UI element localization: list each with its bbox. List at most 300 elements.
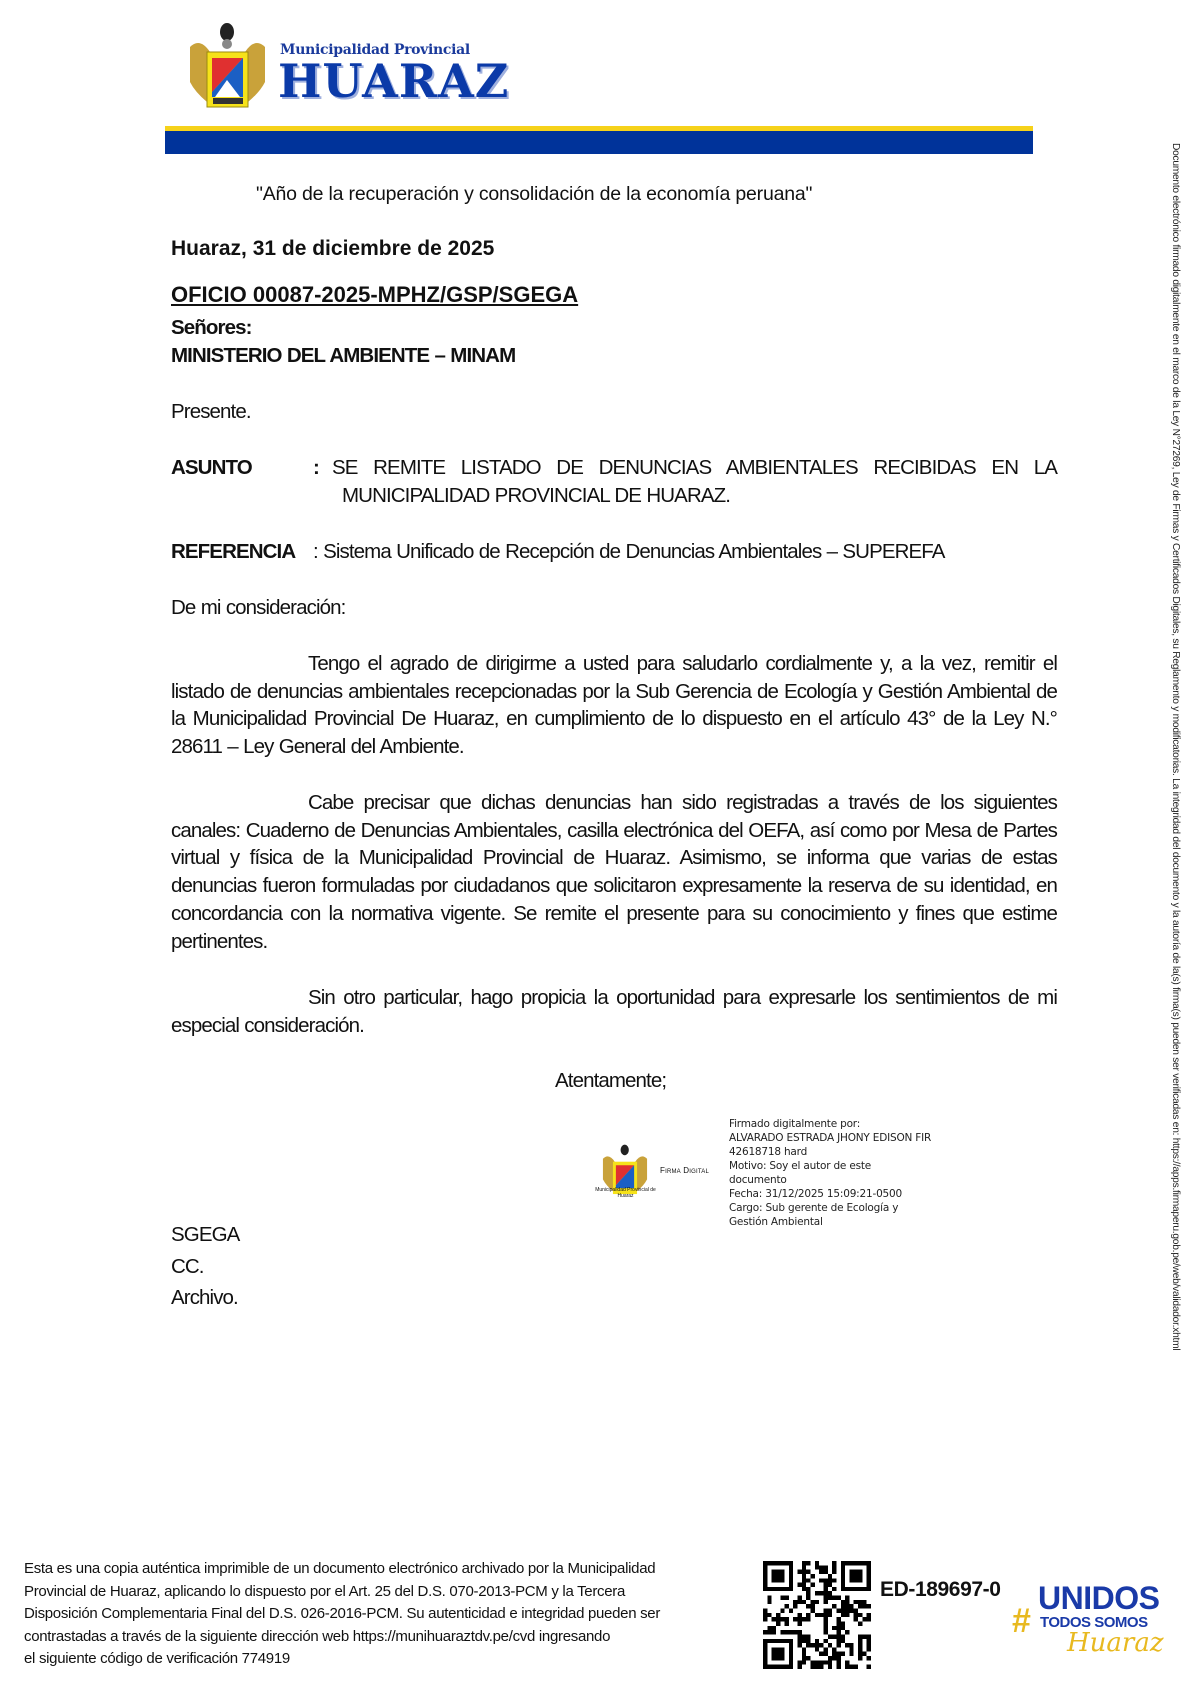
qr-module (849, 1652, 853, 1656)
qr-module (815, 1647, 819, 1651)
qr-module (776, 1574, 780, 1578)
qr-module (858, 1587, 862, 1591)
signature-line: Cargo: Sub gerente de Ecología y (729, 1202, 899, 1214)
presente: Presente. (171, 400, 251, 423)
qr-module (780, 1652, 784, 1656)
qr-module (780, 1587, 784, 1591)
qr-module (832, 1634, 836, 1638)
qr-module (767, 1596, 771, 1600)
campaign-line-2: TODOS SOMOS (1040, 1614, 1148, 1631)
qr-module (780, 1574, 784, 1578)
signature-details (729, 1117, 931, 1229)
qr-module (772, 1570, 776, 1574)
qr-module (849, 1587, 853, 1591)
qr-module (823, 1609, 827, 1613)
qr-module (772, 1617, 776, 1621)
qr-module (823, 1570, 827, 1574)
qr-module (828, 1660, 832, 1664)
authenticity-notice (24, 1558, 744, 1671)
qr-module (854, 1665, 858, 1669)
qr-module (776, 1617, 780, 1621)
qr-module (854, 1600, 858, 1604)
qr-module (845, 1643, 849, 1647)
qr-module (802, 1617, 806, 1621)
qr-module (823, 1565, 827, 1569)
qr-module (815, 1660, 819, 1664)
qr-module (780, 1570, 784, 1574)
qr-module (858, 1639, 862, 1643)
qr-module (849, 1665, 853, 1669)
qr-module (836, 1634, 840, 1638)
qr-module (772, 1626, 776, 1630)
qr-module (798, 1643, 802, 1647)
qr-module (862, 1587, 866, 1591)
qr-module (823, 1621, 827, 1625)
qr-module (802, 1634, 806, 1638)
qr-module (858, 1574, 862, 1578)
qr-module (823, 1596, 827, 1600)
qr-module (789, 1609, 793, 1613)
qr-module (867, 1639, 871, 1643)
qr-module (772, 1587, 776, 1591)
qr-module (823, 1600, 827, 1604)
qr-module (815, 1565, 819, 1569)
referencia-text: : Sistema Unificado de Recepción de Denuncias Ambientales – SUPEREFA (313, 540, 945, 563)
qr-module (862, 1561, 866, 1565)
qr-module (806, 1570, 810, 1574)
qr-module (854, 1609, 858, 1613)
signature-line: Motivo: Soy el autor de este (729, 1160, 872, 1172)
qr-module (789, 1587, 793, 1591)
qr-module (836, 1621, 840, 1625)
qr-module (867, 1634, 871, 1638)
qr-module (828, 1665, 832, 1669)
qr-module (845, 1587, 849, 1591)
qr-module (776, 1587, 780, 1591)
qr-module (849, 1570, 853, 1574)
qr-module (841, 1587, 845, 1591)
qr-module (785, 1561, 789, 1565)
qr-module (858, 1621, 862, 1625)
qr-module (802, 1578, 806, 1582)
qr-module (828, 1578, 832, 1582)
qr-module (767, 1639, 771, 1643)
qr-module (763, 1652, 767, 1656)
qr-module (802, 1574, 806, 1578)
greeting: De mi consideración: (171, 596, 346, 619)
qr-module (867, 1570, 871, 1574)
qr-module (841, 1652, 845, 1656)
qr-module (802, 1639, 806, 1643)
campaign-hash: # (1012, 1602, 1031, 1640)
qr-module (815, 1613, 819, 1617)
qr-module (819, 1565, 823, 1569)
signature-line: Firmado digitalmente por: (729, 1118, 861, 1130)
qr-module (841, 1613, 845, 1617)
qr-module (845, 1600, 849, 1604)
qr-module (780, 1656, 784, 1660)
qr-module (776, 1665, 780, 1669)
qr-module (854, 1574, 858, 1578)
qr-module (832, 1652, 836, 1656)
qr-module (811, 1665, 815, 1669)
qr-module (806, 1578, 810, 1582)
qr-module (785, 1665, 789, 1669)
qr-module (789, 1660, 793, 1664)
qr-module (819, 1643, 823, 1647)
qr-module (841, 1600, 845, 1604)
qr-module (767, 1561, 771, 1565)
qr-module (841, 1574, 845, 1578)
notice-line: contrastadas a través de la siguiente dirección web https://munihuaraztdv.pe/cvd ingresando (24, 1627, 611, 1645)
qr-module (802, 1570, 806, 1574)
qr-module (858, 1643, 862, 1647)
qr-module (836, 1626, 840, 1630)
signature-crest-caption: Municipalidad Provincial de Huaraz (595, 1187, 656, 1199)
qr-module (802, 1660, 806, 1664)
year-motto: "Año de la recuperación y consolidación de la economía peruana" (256, 183, 813, 205)
qr-module (836, 1630, 840, 1634)
qr-module (828, 1656, 832, 1660)
qr-module (772, 1574, 776, 1578)
qr-module (858, 1613, 862, 1617)
qr-module (819, 1652, 823, 1656)
qr-module (841, 1565, 845, 1569)
qr-module (845, 1596, 849, 1600)
qr-module (763, 1656, 767, 1660)
qr-module (858, 1634, 862, 1638)
qr-module (763, 1639, 767, 1643)
qr-module (798, 1600, 802, 1604)
closing: Atentamente; (555, 1069, 667, 1092)
qr-module (819, 1578, 823, 1582)
qr-module (798, 1617, 802, 1621)
qr-module (772, 1656, 776, 1660)
qr-module (832, 1604, 836, 1608)
qr-module (780, 1630, 784, 1634)
qr-module (780, 1639, 784, 1643)
qr-module (867, 1578, 871, 1582)
qr-module (772, 1639, 776, 1643)
qr-module (785, 1587, 789, 1591)
qr-module (845, 1660, 849, 1664)
qr-module (849, 1609, 853, 1613)
qr-module (854, 1617, 858, 1621)
qr-module (823, 1587, 827, 1591)
logo-title: HUARAZ (278, 54, 510, 108)
qr-module (823, 1660, 827, 1664)
qr-module (836, 1617, 840, 1621)
qr-module (849, 1604, 853, 1608)
distribution-list (171, 1219, 239, 1314)
qr-module (845, 1604, 849, 1608)
qr-module (819, 1660, 823, 1664)
qr-module (806, 1604, 810, 1608)
qr-module (785, 1630, 789, 1634)
qr-module (767, 1613, 771, 1617)
qr-module (858, 1570, 862, 1574)
qr-module (828, 1613, 832, 1617)
qr-module (823, 1626, 827, 1630)
qr-module (798, 1660, 802, 1664)
qr-module (823, 1613, 827, 1617)
qr-module (789, 1639, 793, 1643)
qr-module (832, 1565, 836, 1569)
qr-module (780, 1609, 784, 1613)
qr-module (841, 1639, 845, 1643)
qr-module (798, 1613, 802, 1617)
signature-line: ALVARADO ESTRADA JHONY EDISON FIR (729, 1132, 932, 1144)
qr-module (854, 1613, 858, 1617)
qr-module (836, 1596, 840, 1600)
qr-module (763, 1578, 767, 1582)
qr-module (793, 1604, 797, 1608)
document-number: OFICIO 00087-2025-MPHZ/GSP/SGEGA (171, 282, 579, 307)
qr-module (832, 1626, 836, 1630)
qr-module (802, 1583, 806, 1587)
qr-module (815, 1561, 819, 1565)
campaign-line-1: UNIDOS (1038, 1580, 1160, 1616)
qr-module (806, 1561, 810, 1565)
qr-module (828, 1609, 832, 1613)
qr-module (763, 1660, 767, 1664)
asunto-label: ASUNTO (171, 456, 252, 479)
qr-module (854, 1587, 858, 1591)
qr-module (819, 1570, 823, 1574)
qr-module (798, 1570, 802, 1574)
qr-module (836, 1652, 840, 1656)
qr-module (789, 1561, 793, 1565)
qr-module (828, 1591, 832, 1595)
qr-module (823, 1647, 827, 1651)
qr-module (772, 1578, 776, 1582)
paragraph-2: Cabe precisar que dichas denuncias han sido registradas a través de los siguientes canales: Cuaderno de Denuncias Ambientales, casilla electrónica del OEFA, así como por Mesa de Partes virtual y física de la Municipalidad Provincial de Huaraz. Asimismo, se informa que varias de estas denuncias fueron formuladas por ciudadanos que solicitaron expresamente la reserva de su identidad, en concordancia con la normativa vigente. Se remite el presente para su conocimiento y fines que estime pertinentes. (171, 791, 1057, 953)
qr-module (798, 1596, 802, 1600)
qr-module (858, 1656, 862, 1660)
qr-module (763, 1583, 767, 1587)
qr-module (789, 1656, 793, 1660)
qr-module (836, 1643, 840, 1647)
qr-module (785, 1617, 789, 1621)
qr-module (841, 1626, 845, 1630)
qr-module (862, 1600, 866, 1604)
campaign-logo (1012, 1580, 1172, 1670)
qr-module (867, 1643, 871, 1647)
campaign-line-3: Huaraz (1067, 1628, 1164, 1658)
qr-module (841, 1561, 845, 1565)
qr-module (836, 1639, 840, 1643)
qr-module (867, 1604, 871, 1608)
qr-module (836, 1665, 840, 1669)
qr-module (823, 1591, 827, 1595)
qr-module (793, 1600, 797, 1604)
qr-module (763, 1561, 767, 1565)
qr-module (828, 1583, 832, 1587)
qr-module (867, 1647, 871, 1651)
distribution-item: SGEGA (171, 1223, 240, 1246)
qr-module (780, 1617, 784, 1621)
qr-module (789, 1652, 793, 1656)
qr-module (823, 1617, 827, 1621)
qr-module (854, 1570, 858, 1574)
qr-module (867, 1613, 871, 1617)
qr-module (819, 1613, 823, 1617)
qr-module (858, 1600, 862, 1604)
qr-module (802, 1652, 806, 1656)
qr-module (785, 1596, 789, 1600)
qr-module (798, 1634, 802, 1638)
logo-subtitle: Municipalidad Provincial (280, 42, 470, 58)
qr-module (867, 1565, 871, 1569)
qr-module (828, 1634, 832, 1638)
notice-line: Disposición Complementaria Final del D.S. 026-2016-PCM. Su autenticidad e integridad pueden ser (24, 1605, 661, 1622)
qr-module (763, 1630, 767, 1634)
qr-module (849, 1578, 853, 1582)
qr-module (815, 1600, 819, 1604)
qr-module (763, 1647, 767, 1651)
qr-module (776, 1656, 780, 1660)
coat-of-arms-icon (185, 22, 270, 117)
qr-module (780, 1665, 784, 1669)
qr-module (867, 1587, 871, 1591)
distribution-item: Archivo. (171, 1286, 238, 1309)
qr-module (798, 1621, 802, 1625)
qr-module (841, 1621, 845, 1625)
qr-module (867, 1665, 871, 1669)
qr-module (785, 1604, 789, 1608)
qr-module (867, 1617, 871, 1621)
qr-module (780, 1647, 784, 1651)
qr-module (867, 1583, 871, 1587)
qr-module (841, 1609, 845, 1613)
qr-module (780, 1578, 784, 1582)
qr-module (854, 1561, 858, 1565)
qr-module (836, 1660, 840, 1664)
qr-module (772, 1652, 776, 1656)
qr-module (836, 1609, 840, 1613)
qr-module (780, 1561, 784, 1565)
paragraph-1: Tengo el agrado de dirigirme a usted para saludarlo cordialmente y, a la vez, remitir el listado de denuncias ambientales recepcionadas por la Sub Gerencia de Ecología y Gestión Ambiental de la Municipalidad Provincial De Huaraz, en cumplimiento de lo dispuesto en el artículo 43° de la Ley N.° 28611 – Ley General del Ambiente. (171, 652, 1057, 759)
qr-module (772, 1665, 776, 1669)
verification-qr-code[interactable] (763, 1561, 871, 1669)
qr-module (841, 1604, 845, 1608)
qr-module (811, 1643, 815, 1647)
qr-module (811, 1604, 815, 1608)
qr-module (767, 1600, 771, 1604)
qr-module (772, 1630, 776, 1634)
qr-module (849, 1574, 853, 1578)
qr-module (823, 1578, 827, 1582)
qr-module (772, 1647, 776, 1651)
qr-module (806, 1591, 810, 1595)
qr-module (776, 1561, 780, 1565)
qr-module (862, 1634, 866, 1638)
qr-module (811, 1609, 815, 1613)
qr-module (798, 1639, 802, 1643)
qr-module (789, 1574, 793, 1578)
qr-module (789, 1583, 793, 1587)
qr-module (767, 1626, 771, 1630)
qr-module (849, 1561, 853, 1565)
qr-module (815, 1665, 819, 1669)
qr-module (802, 1565, 806, 1569)
qr-module (806, 1587, 810, 1591)
qr-module (828, 1574, 832, 1578)
header-bar (165, 126, 1033, 154)
qr-module (776, 1639, 780, 1643)
qr-module (823, 1630, 827, 1634)
qr-module (776, 1613, 780, 1617)
signature-line: 42618718 hard (729, 1146, 808, 1158)
qr-module (789, 1647, 793, 1651)
qr-module (776, 1647, 780, 1651)
letter-date: Huaraz, 31 de diciembre de 2025 (171, 237, 495, 260)
qr-module (858, 1647, 862, 1651)
qr-module (763, 1613, 767, 1617)
qr-module (806, 1596, 810, 1600)
qr-module (841, 1578, 845, 1582)
qr-module (798, 1583, 802, 1587)
qr-module (858, 1561, 862, 1565)
qr-module (789, 1578, 793, 1582)
qr-module (798, 1665, 802, 1669)
qr-module (789, 1643, 793, 1647)
qr-module (806, 1634, 810, 1638)
qr-module (828, 1643, 832, 1647)
qr-module (845, 1609, 849, 1613)
qr-module (867, 1561, 871, 1565)
qr-module (828, 1596, 832, 1600)
qr-module (793, 1630, 797, 1634)
qr-module (780, 1596, 784, 1600)
asunto-line-2: MUNICIPALIDAD PROVINCIAL DE HUARAZ. (342, 484, 731, 507)
qr-module (815, 1643, 819, 1647)
municipality-logo (185, 22, 510, 117)
qr-module (767, 1630, 771, 1634)
qr-module (836, 1656, 840, 1660)
qr-module (858, 1604, 862, 1608)
qr-module (832, 1578, 836, 1582)
signature-line: Fecha: 31/12/2025 15:09:21-0500 (729, 1188, 902, 1200)
qr-module (819, 1665, 823, 1669)
qr-module (849, 1643, 853, 1647)
qr-module (832, 1561, 836, 1565)
qr-module (811, 1660, 815, 1664)
qr-module (763, 1617, 767, 1621)
qr-module (767, 1665, 771, 1669)
qr-module (789, 1665, 793, 1669)
qr-module (776, 1652, 780, 1656)
qr-module (763, 1587, 767, 1591)
qr-module (823, 1652, 827, 1656)
qr-module (832, 1596, 836, 1600)
qr-module (832, 1647, 836, 1651)
distribution-item: CC. (171, 1254, 204, 1278)
qr-module (806, 1643, 810, 1647)
qr-module (858, 1578, 862, 1582)
qr-module (862, 1604, 866, 1608)
qr-module (763, 1574, 767, 1578)
qr-module (806, 1639, 810, 1643)
qr-module (845, 1665, 849, 1669)
qr-module (789, 1630, 793, 1634)
qr-module (823, 1639, 827, 1643)
qr-module (763, 1609, 767, 1613)
paragraph-3: Sin otro particular, hago propicia la oportunidad para expresarle los sentimientos de mi especial consideración. (171, 986, 1057, 1037)
qr-module (793, 1617, 797, 1621)
qr-module (823, 1583, 827, 1587)
qr-module (845, 1561, 849, 1565)
